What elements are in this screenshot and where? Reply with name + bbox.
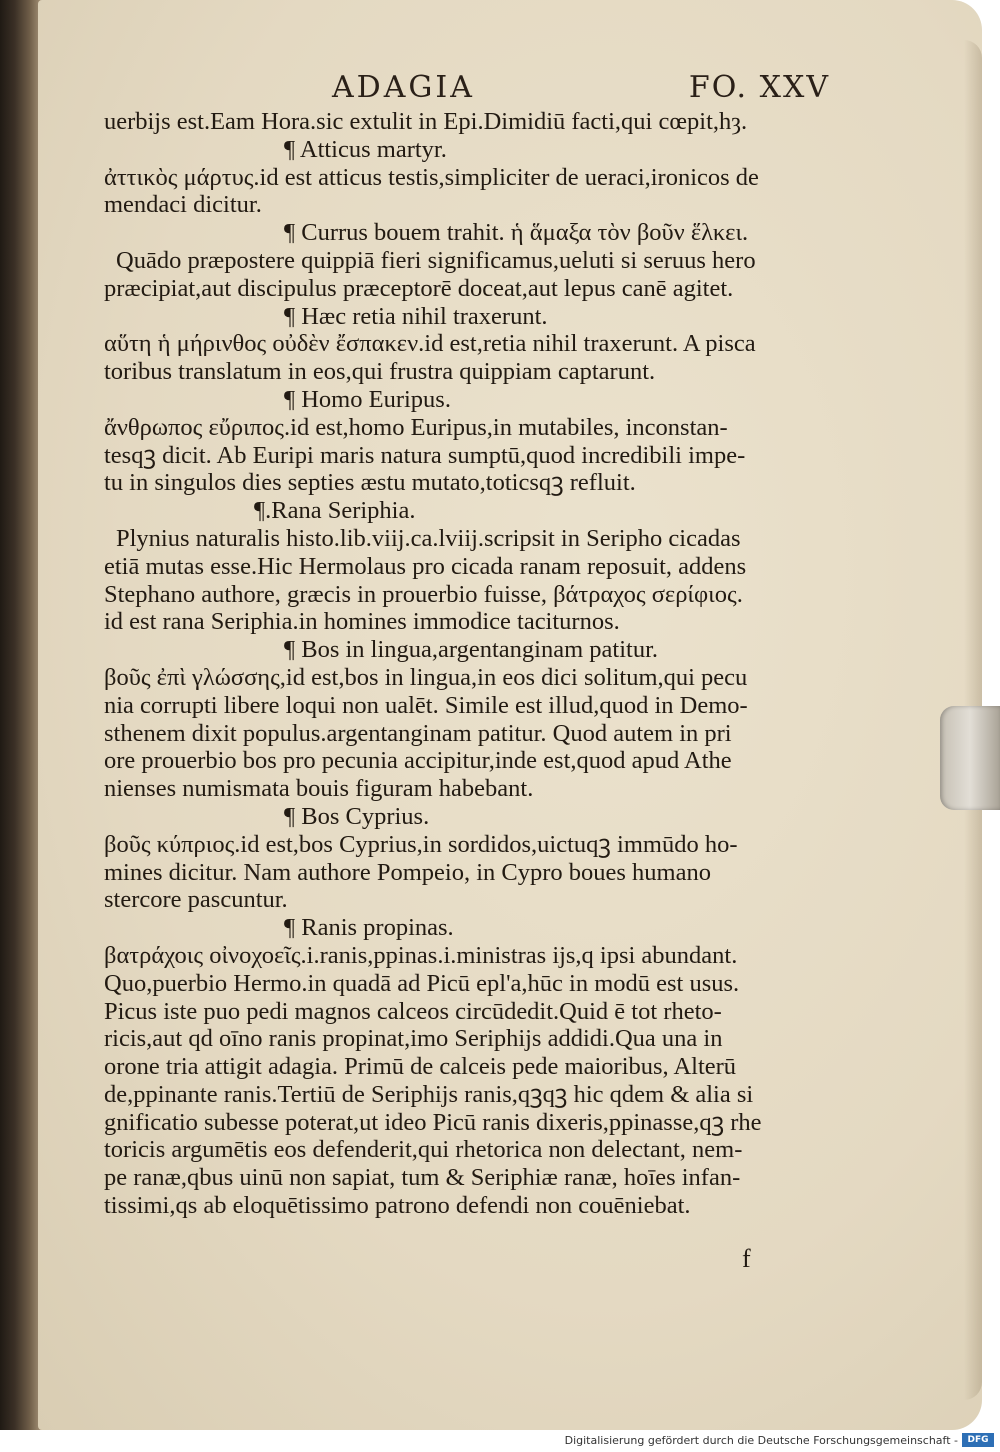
page-body-text — [104, 108, 832, 1220]
funding-credit: Digitalisierung gefördert durch die Deutsche Forschungsgemeinschaft - — [564, 1434, 958, 1447]
text-line: uerbĳs est.Eam Hora.sic extulit in Epi.Dimidiū facti,qui cœpit,hȝ. — [104, 108, 748, 135]
text-line: mendaci dicitur. — [104, 191, 262, 219]
text-line: βοῦς κύπριος.id est,bos Cyprius,in sordidos,uictuqꝫ immūdo ho- — [104, 830, 738, 858]
adage-heading: ¶ Hæc retia nihil traxerunt. — [284, 302, 548, 330]
text-line: de,ppinante ranis.Tertiū de Seriphĳs ranis,qꝫqꝫ hic qdem & alia si — [104, 1080, 754, 1108]
text-line: stercore pascuntur. — [104, 886, 288, 914]
text-line: gnificatio subesse poterat,ut ideo Picū ranis dixeris,ppinasse,qꝫ rhe — [104, 1108, 762, 1136]
book-spine-edge — [0, 0, 42, 1430]
text-line: tesqꝫ dicit. Ab Euripi maris natura sumptū,quod incredibili impe- — [104, 441, 746, 469]
text-line: βοῦς ἐπὶ γλώσσης,id est,bos in lingua,in eos dici solitum,qui pecu — [104, 663, 748, 691]
text-line: tu in singulos dies septies æstu mutato,toticsqꝫ refluit. — [104, 469, 636, 497]
text-line: orone tria attigit adagia. Primū de calceis pede maioribus, Alterū — [104, 1053, 737, 1081]
text-line: ricis,aut qd oīno ranis propinat,imo Seriphĳs addidi.Qua una in — [104, 1025, 723, 1053]
text-line: pe ranæ,qbus uinū non sapiat, tum & Seriphiæ ranæ, hoīes infan- — [104, 1164, 741, 1192]
adage-heading: ¶.Rana Seriphia. — [254, 497, 416, 525]
adage-heading: ¶ Bos in lingua,argentanginam patitur. — [284, 636, 659, 664]
text-line: toricis argumētis eos defenderit,qui rhetorica non delectant, nem- — [104, 1136, 743, 1164]
text-line: nia corrupti libere loqui non ualēt. Simile est illud,quod in Demo- — [104, 691, 748, 719]
folio-number: FO. XXV — [688, 70, 830, 105]
text-line: Picus iste puo pedi magnos calceos circūdedit.Quid ē tot rheto- — [104, 997, 722, 1025]
text-line: Quo,puerbio Hermo.in quadā ad Picū epl'a,hūc in modū est usus. — [104, 969, 740, 997]
text-line: αὕτη ἡ μήρινθος οὐδὲν ἔσπακεν.id est,retia nihil traxerunt. A pisca — [104, 330, 756, 358]
text-line: Plynius naturalis histo.lib.viĳ.ca.lviĳ.scripsit in Seripho cicadas — [116, 524, 741, 552]
adage-heading: ¶ Homo Euripus. — [284, 385, 451, 413]
dfg-logo: DFG — [962, 1433, 994, 1447]
text-line: ἄνθρωπος εὔριπος.id est,homo Euripus,in mutabiles, inconstan- — [104, 413, 728, 441]
text-line: mines dicitur. Nam authore Pompeio, in Cypro boues humano — [104, 858, 711, 886]
page-clip — [940, 706, 1000, 810]
adage-heading: ¶ Ranis propinas. — [284, 914, 454, 942]
text-line: βατράχοις οἰνοχοεῖς.i.ranis,ppinas.i.ministras ĳs,q ipsi abundant. — [104, 941, 738, 969]
adage-heading: ¶ Currus bouem trahit. ἡ ἅμαξα τὸν βοῦν ἕλκει. — [284, 219, 749, 247]
adage-heading: ¶ Atticus martyr. — [284, 135, 447, 163]
text-line: toribus translatum in eos,qui frustra quippiam captarunt. — [104, 358, 656, 386]
text-line: Quādo præpostere quippiā fieri significamus,ueluti si seruus hero — [116, 246, 756, 274]
text-line: nienses numismata bouis figuram habebant. — [104, 775, 534, 803]
text-line: ἀττικὸς μάρτυς.id est atticus testis,simpliciter de ueraci,ironicos de — [104, 163, 759, 191]
text-line: ore prouerbio bos pro pecunia accipitur,inde est,quod apud Athe — [104, 747, 732, 775]
text-line: etiā mutas esse.Hic Hermolaus pro cicada ranam reposuit, addens — [104, 552, 747, 580]
running-title: ADAGIA — [332, 70, 475, 105]
signature-mark: f — [742, 1244, 751, 1273]
digitization-footer — [0, 1430, 1000, 1452]
running-header — [70, 70, 830, 106]
text-line: tissimi,qs ab eloquētissimo patrono defendi non couēniebat. — [104, 1192, 691, 1220]
text-line: Stephano authore, græcis in prouerbio fuisse, βάτραχος σερίφιος. — [104, 580, 743, 608]
text-line: præcipiat,aut discipulus præceptorē doceat,aut lepus canē agitet. — [104, 274, 734, 302]
text-line: sthenem dixit populus.argentanginam patitur. Quod autem in pri — [104, 719, 732, 747]
text-line: id est rana Seriphia.in homines immodice taciturnos. — [104, 608, 620, 636]
adage-heading: ¶ Bos Cyprius. — [284, 802, 430, 830]
